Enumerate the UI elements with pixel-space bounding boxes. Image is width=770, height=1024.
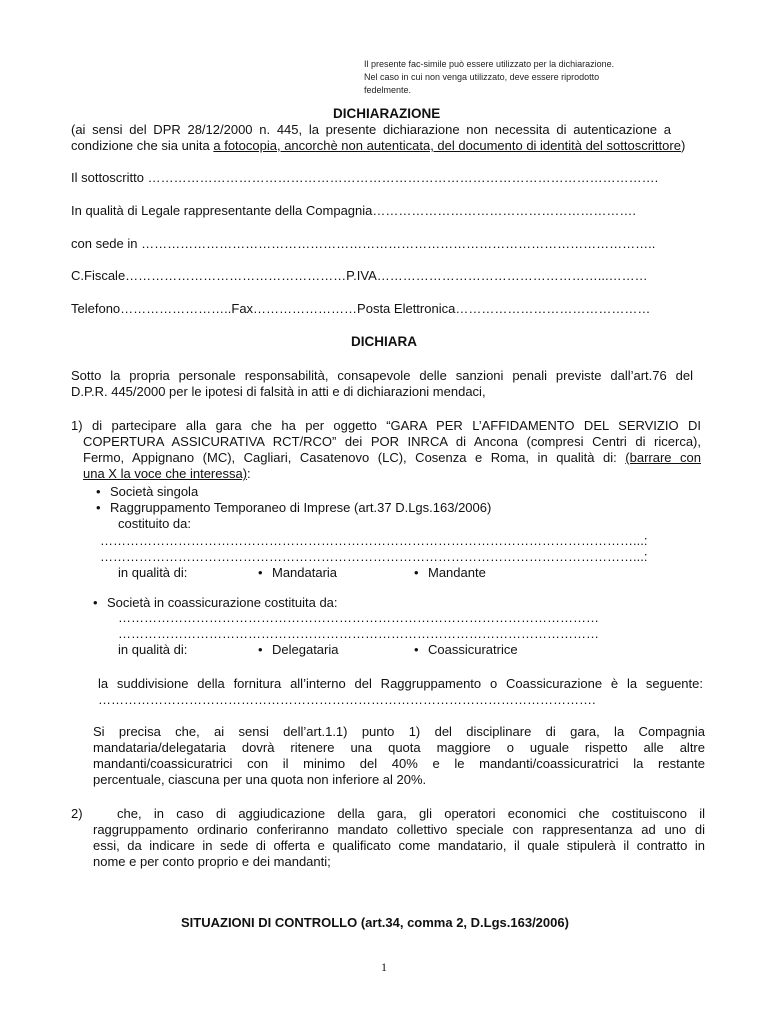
dotted-line: ……………………………………………………………………………………………………. xyxy=(98,692,596,707)
option-label: Raggruppamento Temporaneo di Imprese (art.37 D.Lgs.163/2006) xyxy=(110,500,492,515)
option-rti xyxy=(96,500,491,516)
item-1-underlined-text: (barrare con xyxy=(625,450,701,465)
dotted-line: ……………………………………………………………………………………………………………...: xyxy=(100,549,648,564)
bullet-icon xyxy=(414,565,428,580)
intro-underlined-text: a fotocopia, ancorchè non autenticata, del documento di identità del sottoscrittore xyxy=(213,138,681,153)
item-1-underlined-text: una X la voce che interessa) xyxy=(83,466,248,481)
option-coassicurazione xyxy=(93,595,338,611)
option-societa-singola xyxy=(96,484,198,500)
dotted-line: ………………………………………………………………………………………………… xyxy=(118,626,599,641)
item-1-text: : xyxy=(247,466,251,481)
bullet-icon xyxy=(414,642,428,657)
intro-line: (ai sensi del DPR 28/12/2000 n. 445, la presente dichiarazione non necessita di autenticazione a xyxy=(71,122,671,137)
costituito-label: costituito da: xyxy=(118,516,191,531)
bullet-icon xyxy=(258,565,272,580)
bullet-icon xyxy=(258,642,272,657)
document-title: DICHIARAZIONE xyxy=(333,106,441,121)
option-label: Coassicuratrice xyxy=(428,642,518,657)
precisazione-line: mandanti/coassicuratrici con il minimo del 40% e le mandanti/coassicuratrici la restante xyxy=(93,756,705,771)
option-delegataria xyxy=(258,642,339,658)
option-label: Società singola xyxy=(110,484,199,499)
item-1 xyxy=(71,418,701,482)
item-1-line xyxy=(71,450,701,466)
premise-line: D.P.R. 445/2000 per le ipotesi di falsità in atti e di dichiarazioni mendaci, xyxy=(71,384,486,399)
field-legale-rappresentante: In qualità di Legale rappresentante della Compagnia……………………………………………………. xyxy=(71,203,636,218)
note-line: fedelmente. xyxy=(364,85,412,95)
intro-line xyxy=(71,138,686,154)
precisazione-line: mandataria/delegataria dovrà ritenere una quota maggiore o uguale rispetto alle altre xyxy=(93,740,705,755)
field-codice-fiscale-piva: C.Fiscale……………………………………………P.IVA……………………………………………...……… xyxy=(71,268,648,283)
item-2-line: essi, da indicare in sede di offerta e qualificato come mandatario, il quale stipulerà il contratto in xyxy=(93,838,705,853)
precisazione-line: percentuale, ciascuna per una quota non inferiore al 20%. xyxy=(93,772,427,787)
premise-paragraph xyxy=(71,368,693,400)
note-line: Nel caso in cui non venga utilizzato, deve essere riprodotto xyxy=(364,72,600,82)
item-2-line: nome e per conto proprio e dei mandanti; xyxy=(93,854,331,869)
option-coassicuratrice xyxy=(414,642,518,658)
dotted-line: ………………………………………………………………………………………………… xyxy=(118,610,599,625)
premise-line: Sotto la propria personale responsabilità, consapevole delle sanzioni penali previste dall’art.76 del xyxy=(71,368,693,383)
field-sede: con sede in ……………………………………………………………………………………………………….. xyxy=(71,236,656,251)
facsimile-note xyxy=(364,58,664,97)
option-label: Mandante xyxy=(428,565,486,580)
intro-paragraph xyxy=(71,122,686,154)
item-2 xyxy=(93,806,705,870)
intro-text: ) xyxy=(680,138,686,153)
option-mandante xyxy=(414,565,486,581)
item-1-line: COPERTURA ASSICURATIVA RCT/RCO” dei POR INRCA di Ancona (compresi Centri di ricerca), xyxy=(83,434,701,449)
item-2-line: raggruppamento ordinario conferiranno mandato collettivo speciale con rappresentanza ad uno di xyxy=(93,822,705,837)
item-1-text: Fermo, Appignano (MC), Cagliari, Casatenovo (LC), Cosenza e Roma, in qualità di: xyxy=(83,450,626,465)
bullet-icon xyxy=(96,500,110,515)
page-number: 1 xyxy=(381,960,387,974)
bullet-icon xyxy=(93,595,107,610)
situazioni-controllo-heading: SITUAZIONI DI CONTROLLO (art.34, comma 2, D.Lgs.163/2006) xyxy=(181,915,569,930)
precisazione-line: Si precisa che, ai sensi dell’art.1.1) punto 1) del disciplinare di gara, la Compagnia xyxy=(93,724,705,739)
suddivisione-block xyxy=(98,676,703,708)
suddivisione-line: la suddivisione della fornitura all’interno del Raggruppamento o Coassicurazione è la seguente: xyxy=(98,676,703,691)
option-label: Mandataria xyxy=(272,565,338,580)
dotted-line: ……………………………………………………………………………………………………………...: xyxy=(100,533,648,548)
note-line: Il presente fac-simile può essere utilizzato per la dichiarazione. xyxy=(364,59,615,69)
item-1-line: 1) di partecipare alla gara che ha per oggetto “GARA PER L’AFFIDAMENTO DEL SERVIZIO DI xyxy=(71,418,701,433)
precisazione-paragraph xyxy=(93,724,705,788)
option-label: Delegataria xyxy=(272,642,339,657)
item-2-number: 2) xyxy=(71,806,83,821)
option-label: Società in coassicurazione costituita da: xyxy=(107,595,338,610)
in-qualita-label: in qualità di: xyxy=(118,642,188,657)
item-2-line: che, in caso di aggiudicazione della gara, gli operatori economici che costituiscono il xyxy=(117,806,705,821)
field-contatti: Telefono……………………..Fax……………………Posta Elettronica……………………………………… xyxy=(71,301,651,316)
intro-text: condizione che sia unita xyxy=(71,138,214,153)
option-mandataria xyxy=(258,565,337,581)
field-sottoscritto: Il sottoscritto ………………………………………………………………………………………………………. xyxy=(71,170,659,185)
dichiara-heading: DICHIARA xyxy=(351,334,417,349)
item-1-line xyxy=(71,466,701,482)
bullet-icon xyxy=(96,484,110,499)
in-qualita-label: in qualità di: xyxy=(118,565,188,580)
